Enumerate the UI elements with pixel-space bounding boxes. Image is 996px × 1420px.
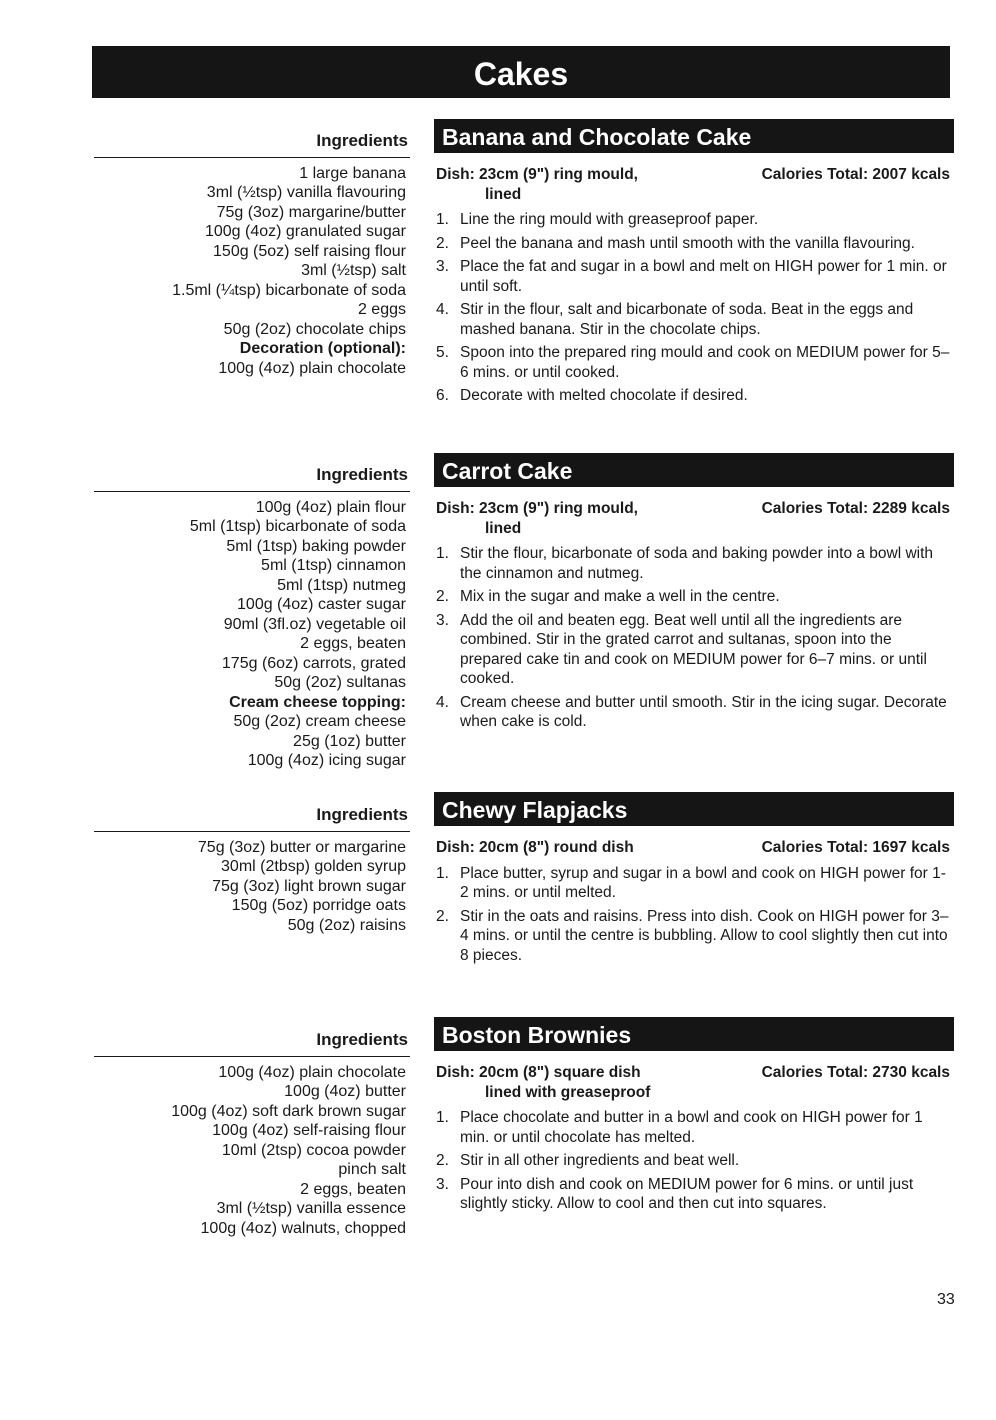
recipe-title: Banana and Chocolate Cake <box>434 119 954 153</box>
ingredient: 175g (6oz) carrots, grated <box>221 654 406 672</box>
method-step: 1. Line the ring mould with greaseproof paper. <box>436 211 759 228</box>
ingredient: 75g (3oz) margarine/butter <box>216 203 406 221</box>
ingredient: 30ml (2tbsp) golden syrup <box>221 858 406 875</box>
ingredient: 90ml (3fl.oz) vegetable oil <box>223 615 406 633</box>
dish-text: Dish: 20cm (8") round dish <box>436 839 634 856</box>
ingredient: 50g (2oz) chocolate chips <box>223 320 406 338</box>
recipe-body <box>434 792 954 969</box>
dish-text: Dish: 23cm (9") ring mould, <box>436 166 638 183</box>
ingredient: 50g (2oz) sultanas <box>274 674 406 691</box>
ingredient: 1.5ml (¼tsp) bicarbonate of soda <box>172 281 406 299</box>
method-step: 2. Peel the banana and mash until smooth with the vanilla flavouring. <box>436 234 915 252</box>
ingredient: 100g (4oz) plain chocolate <box>218 359 406 377</box>
ingredient: 5ml (1tsp) nutmeg <box>277 576 406 594</box>
ingredients-column <box>94 1030 410 1238</box>
ingredient: pinch salt <box>338 1161 406 1178</box>
dish-text: Dish: 23cm (9") ring mould, <box>436 500 638 517</box>
ingredient: 2 eggs, beaten <box>300 635 406 652</box>
calories-total: Calories Total: 2007 kcals <box>761 166 950 183</box>
calories-total: Calories Total: 2730 kcals <box>761 1064 950 1081</box>
ingredients-list <box>94 1063 410 1239</box>
ingredient: 100g (4oz) walnuts, chopped <box>200 1219 406 1237</box>
ingredient: 100g (4oz) plain flour <box>255 498 406 516</box>
ingredients-column <box>94 131 410 378</box>
ingredients-heading: Ingredients <box>94 805 410 832</box>
method-step: 6. Decorate with melted chocolate if desired. <box>436 387 748 404</box>
method-step: 2. Stir in all other ingredients and beat well. <box>436 1152 740 1169</box>
ingredients-heading: Ingredients <box>94 465 410 492</box>
ingredients-list <box>94 838 410 936</box>
ingredients-heading: Ingredients <box>94 1030 410 1057</box>
method-step: 3. Place the fat and sugar in a bowl and melt on HIGH power for 1 min. or until soft. <box>436 258 947 295</box>
recipe-title: Carrot Cake <box>434 453 954 487</box>
dish-text-line2: lined <box>485 185 522 203</box>
method-step: 5. Spoon into the prepared ring mould and cook on MEDIUM power for 5–6 mins. or until cooked. <box>436 344 950 381</box>
method-steps <box>434 1108 954 1214</box>
method-step: 1. Place chocolate and butter in a bowl and cook on HIGH power for 1 min. or until chocolate has melted. <box>436 1109 923 1146</box>
calories-total: Calories Total: 1697 kcals <box>761 839 950 856</box>
recipe-title: Chewy Flapjacks <box>434 792 954 826</box>
ingredient: 2 eggs, beaten <box>300 1180 406 1198</box>
ingredient: 5ml (1tsp) bicarbonate of soda <box>189 518 406 535</box>
recipe-body <box>434 119 954 410</box>
sub-heading: Cream cheese topping: <box>229 693 406 711</box>
method-step: 1. Stir the flour, bicarbonate of soda and baking powder into a bowl with the cinnamon and nutmeg. <box>436 545 934 582</box>
ingredient: 50g (2oz) raisins <box>287 916 406 934</box>
ingredient: 100g (4oz) soft dark brown sugar <box>171 1102 406 1120</box>
ingredient: 3ml (½tsp) vanilla flavouring <box>206 184 406 201</box>
sub-heading: Decoration (optional): <box>239 340 406 357</box>
ingredient: 5ml (1tsp) baking powder <box>226 537 406 555</box>
ingredient: 150g (5oz) self raising flour <box>213 242 406 260</box>
ingredients-heading: Ingredients <box>94 131 410 158</box>
dish-text-line2: lined <box>485 519 522 537</box>
dish-info <box>434 499 954 538</box>
calories-total: Calories Total: 2289 kcals <box>761 500 950 517</box>
ingredient: 100g (4oz) self-raising flour <box>212 1122 406 1139</box>
method-steps <box>434 864 954 966</box>
method-step: 1. Place butter, syrup and sugar in a bowl and cook on HIGH power for 1-2 mins. or until melted. <box>436 864 946 901</box>
method-step: 2. Stir in the oats and raisins. Press into dish. Cook on HIGH power for 3–4 mins. or until the centre is bubbling. Allow to cool slightly then cut into 8 pieces. <box>436 907 949 964</box>
ingredients-column <box>94 465 410 771</box>
ingredient: 100g (4oz) caster sugar <box>237 596 406 613</box>
page-number: 33 <box>937 1291 955 1308</box>
ingredient: 1 large banana <box>299 164 406 182</box>
ingredient: 25g (1oz) butter <box>293 732 406 750</box>
ingredient: 3ml (½tsp) vanilla essence <box>216 1200 406 1217</box>
method-step: 3. Add the oil and beaten egg. Beat well until all the ingredients are combined. Stir in the grated carrot and sultanas, spoon into the prepared cake tin and cook on MEDIUM power for 6–7 mins. or until cooked. <box>436 611 927 687</box>
method-step: 2. Mix in the sugar and make a well in the centre. <box>436 588 780 605</box>
ingredients-list <box>94 498 410 771</box>
recipe-body <box>434 1017 954 1218</box>
method-steps <box>434 544 954 732</box>
recipe-title: Boston Brownies <box>434 1017 954 1051</box>
dish-info <box>434 1063 954 1102</box>
ingredient: 100g (4oz) icing sugar <box>247 752 406 769</box>
ingredient: 100g (4oz) plain chocolate <box>218 1063 406 1081</box>
dish-info <box>434 838 954 858</box>
ingredient: 50g (2oz) cream cheese <box>233 713 406 730</box>
recipe-body <box>434 453 954 736</box>
method-step: 3. Pour into dish and cook on MEDIUM power for 6 mins. or until just slightly sticky. Allow to cool and then cut into squares. <box>436 1175 914 1212</box>
ingredient: 2 eggs <box>357 301 406 318</box>
method-steps <box>434 210 954 406</box>
ingredient: 100g (4oz) butter <box>284 1083 406 1100</box>
ingredient: 100g (4oz) granulated sugar <box>204 223 406 240</box>
page-title: Cakes <box>92 46 950 98</box>
method-step: 4. Cream cheese and butter until smooth. Stir in the icing sugar. Decorate when cake is cold. <box>436 693 947 730</box>
ingredient: 10ml (2tsp) cocoa powder <box>221 1141 406 1159</box>
ingredient: 150g (5oz) porridge oats <box>231 897 406 914</box>
dish-text-line2: lined with greaseproof <box>485 1083 651 1101</box>
ingredient: 75g (3oz) light brown sugar <box>212 877 406 895</box>
ingredient: 75g (3oz) butter or margarine <box>197 838 406 856</box>
ingredients-list <box>94 164 410 379</box>
dish-info <box>434 165 954 204</box>
ingredient: 3ml (½tsp) salt <box>301 262 406 279</box>
ingredient: 5ml (1tsp) cinnamon <box>261 557 406 574</box>
dish-text: Dish: 20cm (8") square dish <box>436 1064 641 1081</box>
method-step: 4. Stir in the flour, salt and bicarbonate of soda. Beat in the eggs and mashed banana. Stir in the chocolate chips. <box>436 301 914 338</box>
ingredients-column <box>94 805 410 935</box>
